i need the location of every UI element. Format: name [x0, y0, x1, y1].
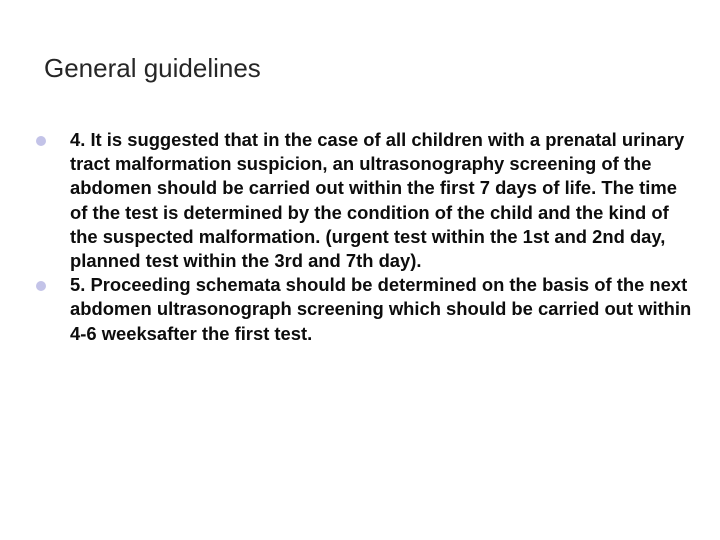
- bullet-dot-icon: [36, 136, 46, 146]
- slide-title: General guidelines: [44, 53, 261, 83]
- bullet-list: [36, 128, 696, 346]
- bullet-item-5: [36, 273, 696, 346]
- bullet-item-4: [36, 128, 696, 273]
- bullet-text: 5. Proceeding schemata should be determined on the basis of the next abdomen ultrasonograph screening which should be carried out within 4-6 weeksafter the first test.: [70, 274, 692, 344]
- bullet-text: 4. It is suggested that in the case of all children with a prenatal urinary tract malformation suspicion, an ultrasonography screening of the abdomen should be carried out within the first 7 days of life. The time of the test is determined by the condition of the child and the kind of the suspected malformation. (urgent test within the 1st and 2nd day, planned test within the 3rd and 7th day).: [70, 129, 685, 272]
- bullet-dot-icon: [36, 281, 46, 291]
